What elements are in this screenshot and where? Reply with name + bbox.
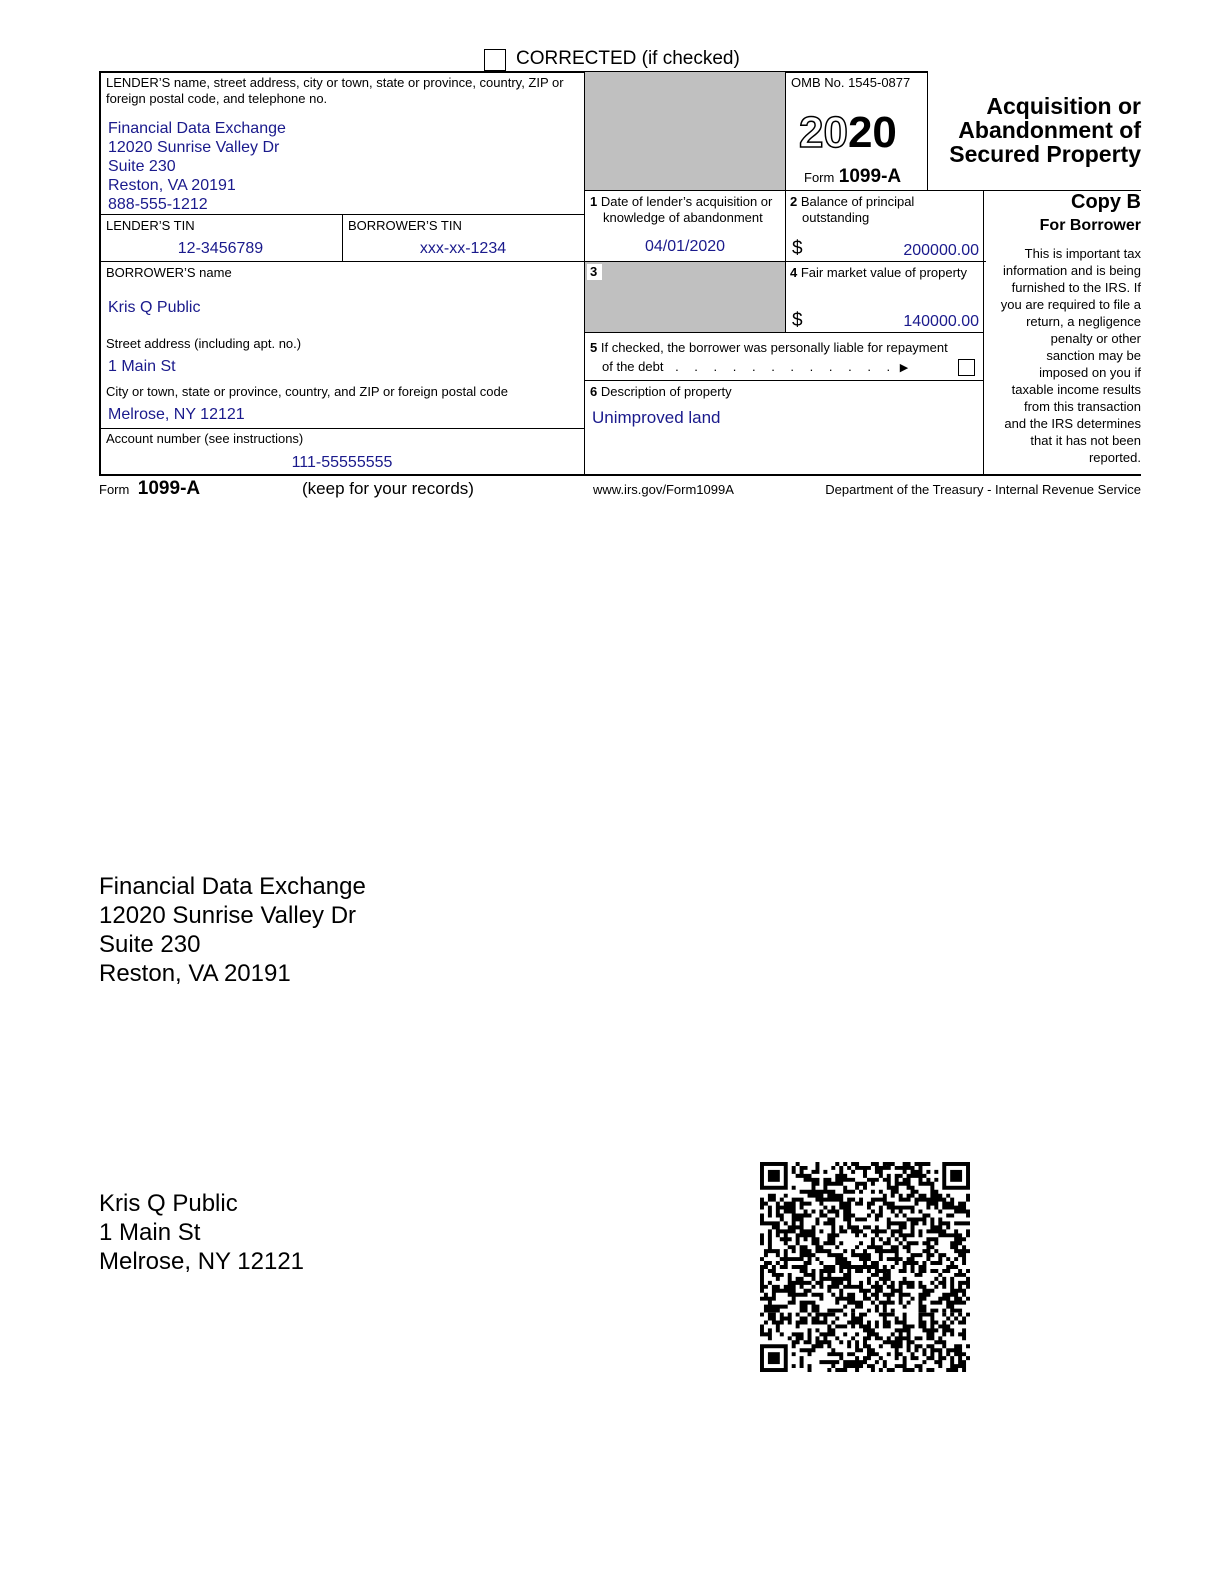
notice-line: from this transaction (1023, 399, 1141, 414)
street-label: Street address (including apt. no.) (106, 336, 302, 351)
notice-line: that it has not been (1030, 433, 1141, 448)
sender-address-line: Reston, VA 20191 (99, 960, 291, 987)
form-id-top (804, 166, 901, 188)
borrower-name-label: BORROWER’S name (106, 265, 232, 280)
box4-label-text: Fair market value of property (800, 265, 968, 280)
box6-number: 6 (590, 384, 598, 399)
notice-line: you are required to file a (1000, 297, 1141, 312)
copy-title: Copy B (1071, 191, 1141, 213)
line-under-shaded-top (584, 190, 785, 191)
line-above-account (99, 428, 585, 429)
recipient-address (99, 1189, 304, 1276)
notice-line: taxable income results (1011, 382, 1141, 397)
box2-value: 200000.00 (903, 242, 979, 259)
form-title-line-1: Acquisition or (986, 93, 1141, 119)
box5-label-line2 (602, 359, 908, 376)
box2-label-line2: outstanding (802, 210, 870, 225)
recipient-address-line: Melrose, NY 12121 (99, 1248, 305, 1275)
shaded-box-top (585, 72, 785, 190)
form-bottom-border (99, 474, 1141, 476)
box5-label (590, 340, 948, 356)
city-label: City or town, state or province, country, and ZIP or foreign postal code (106, 384, 508, 399)
box6-label (590, 384, 732, 400)
arrow-right-icon: ▶ (899, 362, 909, 374)
box6-value: Unimproved land (592, 408, 721, 427)
recipient-address-line: Kris Q Public (99, 1190, 238, 1217)
lender-phone: 888-555-1212 (108, 196, 208, 213)
footer-dept: Department of the Treasury - Internal Revenue Service (825, 482, 1141, 497)
lender-tin-value: 12-3456789 (177, 240, 264, 257)
box2-number: 2 (790, 194, 798, 209)
notice-line: return, a negligence (1026, 314, 1141, 329)
box2-currency: $ (792, 238, 803, 259)
box5-number: 5 (590, 340, 598, 355)
box1-label-line2: knowledge of abandonment (603, 210, 763, 225)
notice-line: This is important tax (1024, 246, 1141, 261)
footer-keep: (keep for your records) (302, 479, 474, 498)
sender-address (99, 872, 366, 988)
box2-label-line1: Balance of principal (800, 194, 915, 209)
notice-line: sanction may be (1046, 348, 1141, 363)
box4-currency: $ (792, 310, 803, 331)
borrower-tin-value: xxx-xx-1234 (419, 240, 507, 257)
lender-city: Reston, VA 20191 (108, 177, 236, 194)
notice-line: reported. (1088, 450, 1141, 465)
qr-code-icon (760, 1162, 970, 1372)
form-top-border-left (99, 71, 928, 73)
form-title-line-2: Abandonment of (958, 117, 1141, 143)
lender-street: 12020 Sunrise Valley Dr (108, 139, 280, 156)
form-word: Form (804, 170, 835, 185)
street-value: 1 Main St (108, 358, 176, 375)
box6-label-text: Description of property (600, 384, 732, 399)
box2-label (790, 194, 914, 210)
footer-form-number: 1099-A (137, 478, 201, 499)
form-title-line-3: Secured Property (949, 141, 1141, 167)
recipient-address-line: 1 Main St (99, 1219, 201, 1246)
omb-number: OMB No. 1545-0877 (791, 75, 911, 90)
box4-number: 4 (790, 265, 798, 280)
box5-liable-checkbox[interactable] (958, 359, 975, 376)
tax-year-prefix: 20 (799, 108, 848, 157)
line-below-tin (99, 261, 986, 262)
borrower-name-value: Kris Q Public (108, 299, 201, 316)
lender-tin-label: LENDER’S TIN (106, 218, 195, 233)
line-below-box4 (584, 332, 984, 333)
divider-omb-title (927, 71, 928, 190)
box1-value: 04/01/2020 (644, 238, 726, 255)
box1-label-line1: Date of lender’s acquisition or (600, 194, 773, 209)
account-label: Account number (see instructions) (106, 431, 304, 446)
account-value: 111-55555555 (291, 454, 393, 471)
lender-label: LENDER’S name, street address, city or town, state or province, country, ZIP or foreign postal code, and telephone no. (106, 75, 564, 106)
box4-value: 140000.00 (903, 313, 979, 330)
footer-form-word: Form (99, 482, 130, 497)
footer-form-id (99, 478, 200, 500)
box3-number: 3 (587, 264, 602, 280)
box1-number: 1 (590, 194, 598, 209)
tax-year-suffix: 20 (847, 108, 897, 157)
lender-suite: Suite 230 (108, 158, 176, 175)
form-number: 1099-A (838, 166, 902, 187)
box5-label-line1: If checked, the borrower was personally liable for repayment (600, 340, 948, 355)
lender-name: Financial Data Exchange (108, 120, 286, 137)
notice-line: and the IRS determines (1004, 416, 1141, 431)
sender-address-line: Suite 230 (99, 931, 201, 958)
tax-year (799, 108, 897, 158)
box4-label (790, 265, 967, 281)
form-left-border (99, 71, 101, 476)
line-below-box5 (584, 380, 984, 381)
form-title (932, 94, 1141, 166)
box5-leader-dots: . . . . . . . . . . . . (675, 359, 897, 374)
notice-text (986, 245, 1141, 466)
corrected-label: CORRECTED (if checked) (516, 48, 740, 69)
corrected-checkbox[interactable] (484, 49, 506, 71)
notice-line: furnished to the IRS. If (1011, 280, 1141, 295)
city-value: Melrose, NY 12121 (108, 406, 245, 423)
sender-address-line: 12020 Sunrise Valley Dr (99, 902, 357, 929)
sender-address-line: Financial Data Exchange (99, 873, 366, 900)
notice-line: penalty or other (1050, 331, 1141, 346)
notice-line: information and is being (1002, 263, 1141, 278)
notice-line: imposed on you if (1039, 365, 1141, 380)
box5-debt-text: of the debt (602, 359, 664, 374)
footer-url: www.irs.gov/Form1099A (593, 482, 734, 497)
box3-shaded (585, 262, 785, 332)
box1-label (590, 194, 784, 210)
borrower-tin-label: BORROWER’S TIN (348, 218, 462, 233)
copy-subtitle: For Borrower (1039, 217, 1141, 234)
divider-gray-omb (785, 71, 786, 333)
